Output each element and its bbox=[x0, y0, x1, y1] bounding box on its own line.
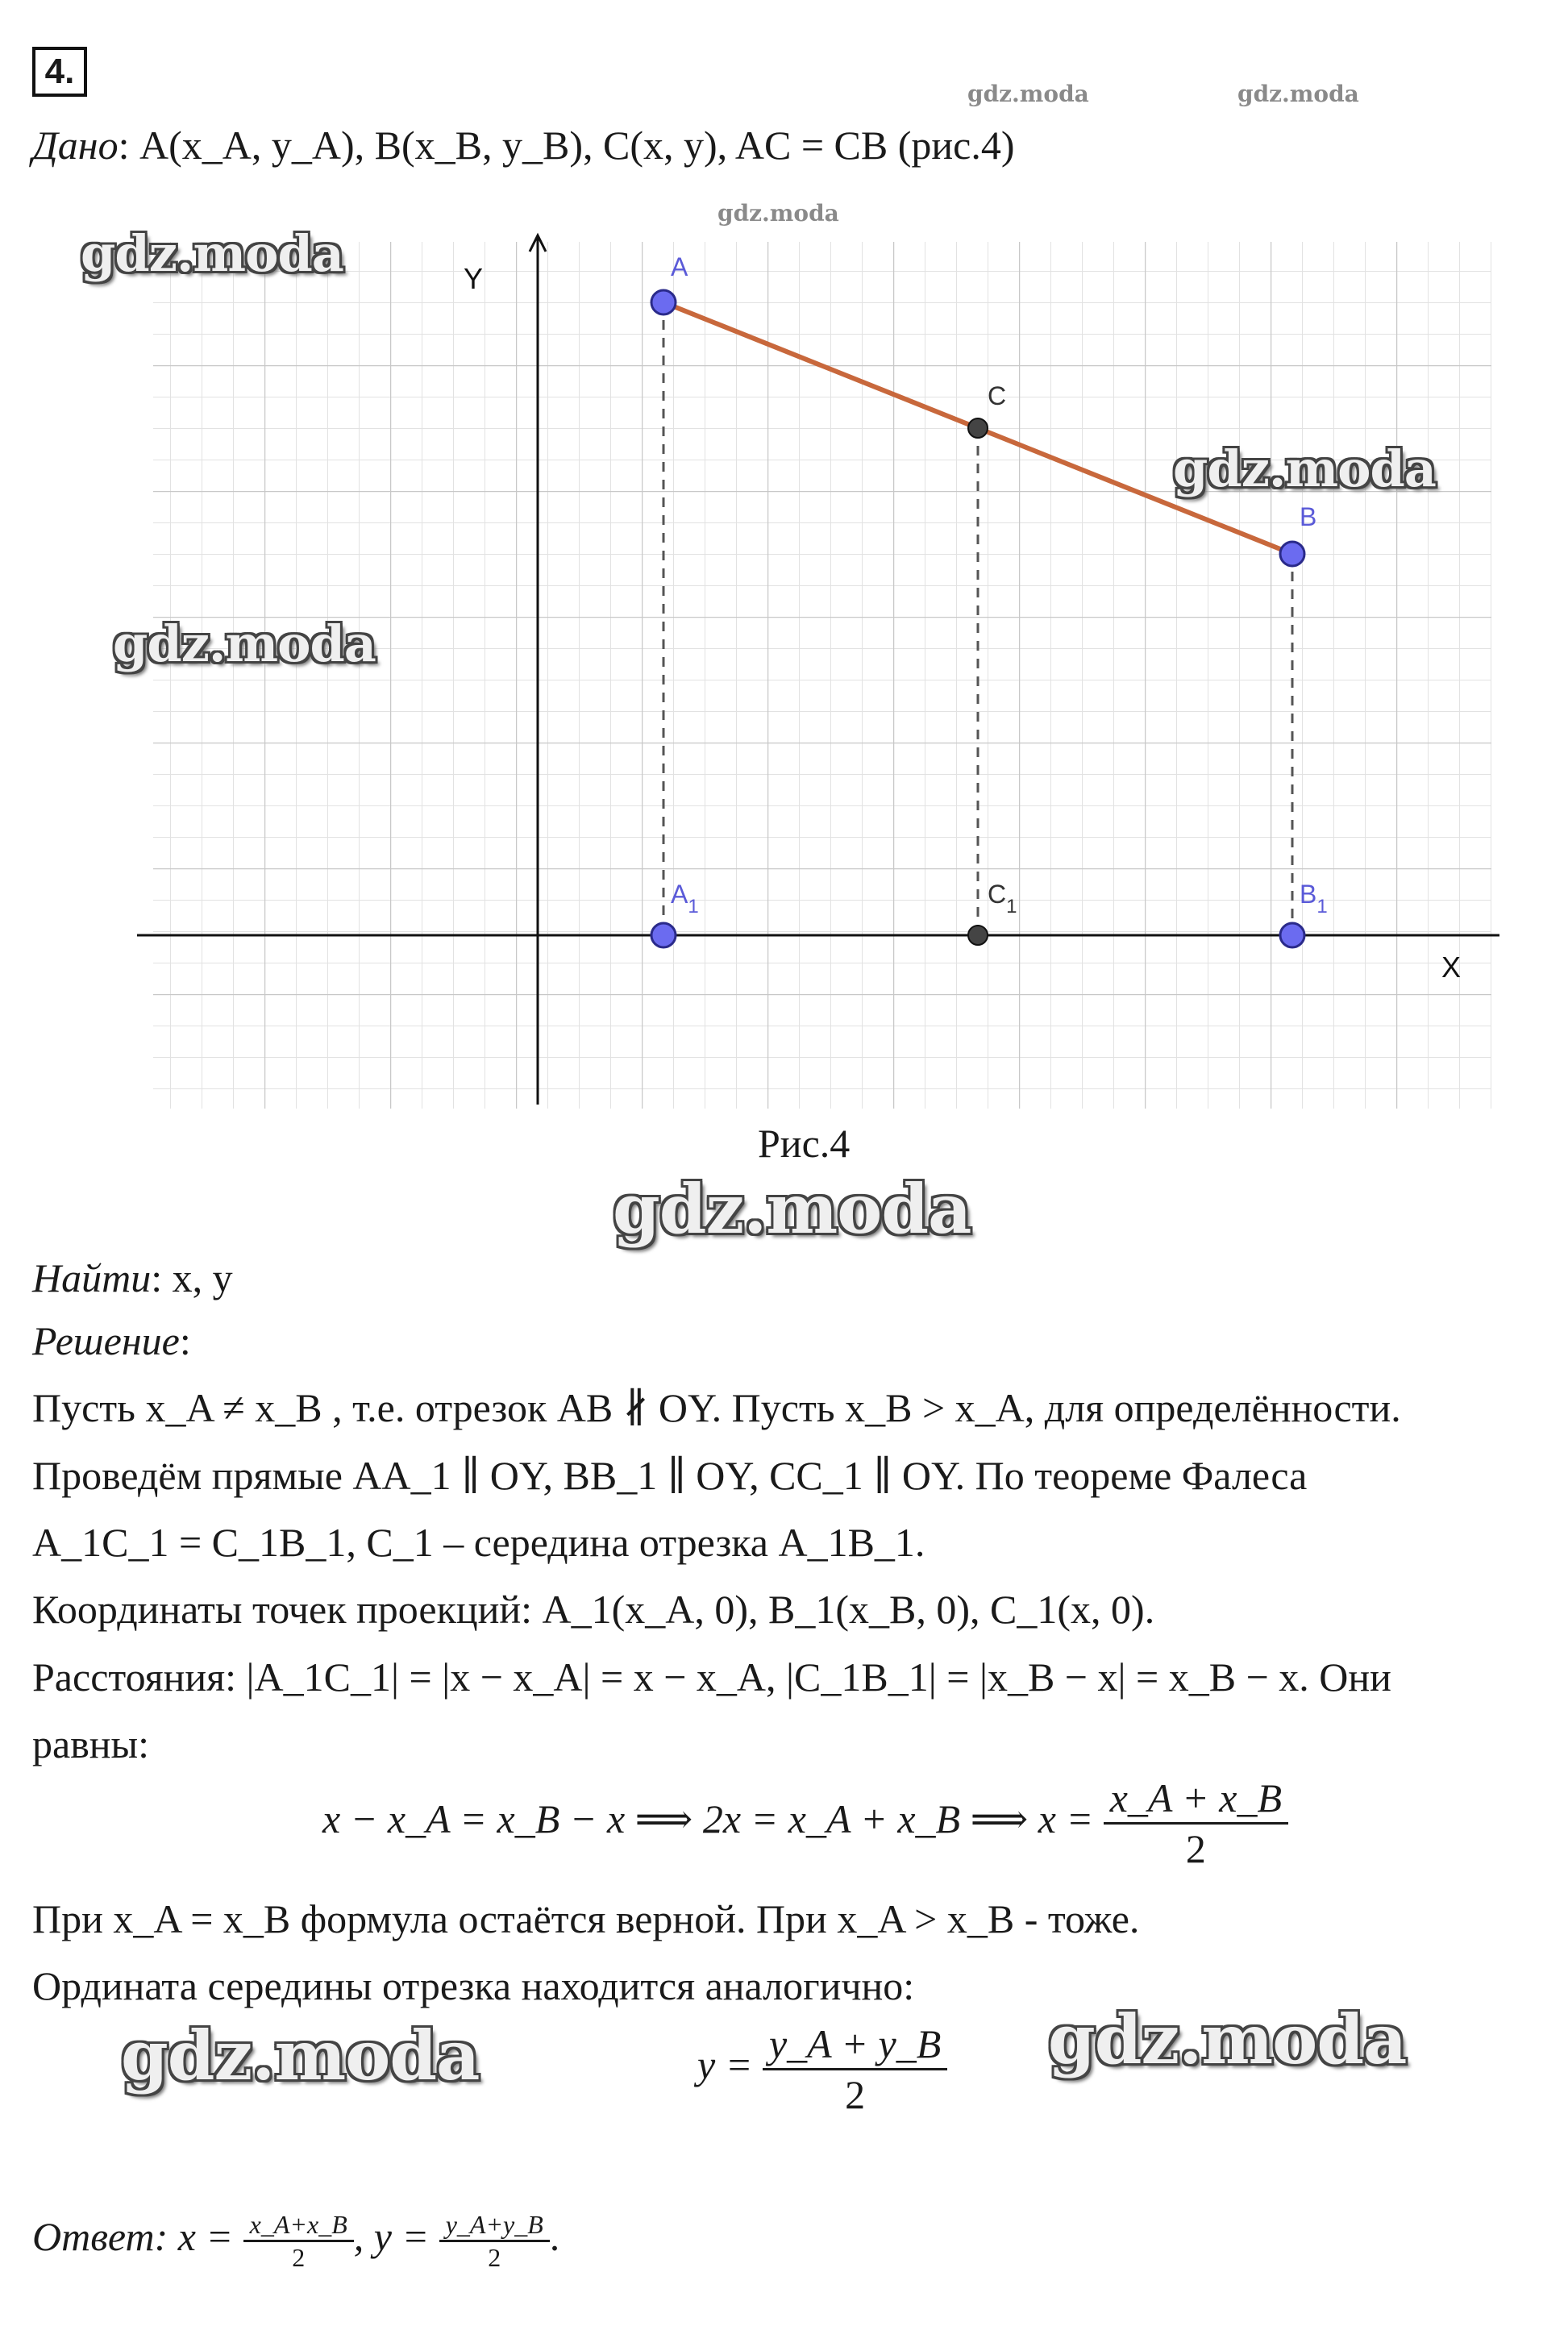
equation-y-denominator: 2 bbox=[845, 2072, 866, 2117]
equation-y-fraction bbox=[763, 2020, 947, 2119]
find-line bbox=[32, 1254, 233, 1302]
point-b bbox=[1280, 542, 1304, 566]
answer-y-left: , y = bbox=[353, 2213, 430, 2259]
label-b1: $B_1$ bbox=[1300, 880, 1328, 918]
point-c bbox=[968, 418, 988, 438]
solution-line-5: Расстояния: |A_1C_1| = |x − x_A| = x − x_A, |C_1B_1| = |x_B − x| = x_B − x. Они bbox=[32, 1654, 1391, 1700]
solution-line-6: равны: bbox=[32, 1721, 150, 1766]
point-b1 bbox=[1280, 923, 1304, 947]
solution-line-3: A_1C_1 = C_1B_1, C_1 – середина отрезка A_1B_1. bbox=[32, 1520, 925, 1565]
watermark: gdz.moda bbox=[81, 224, 343, 283]
watermark: gdz.moda bbox=[967, 81, 1089, 107]
answer-y-fraction bbox=[439, 2209, 550, 2273]
answer-y-numerator: y_A+y_B bbox=[439, 2209, 550, 2242]
equation-x-fraction bbox=[1104, 1774, 1288, 1873]
label-a: A bbox=[671, 252, 688, 281]
point-c1 bbox=[968, 926, 988, 945]
answer-x-fraction bbox=[243, 2209, 354, 2273]
equation-x-numerator: x_A + x_B bbox=[1104, 1774, 1288, 1825]
answer-x-left: : x = bbox=[154, 2213, 234, 2259]
answer-x-numerator: x_A+x_B bbox=[243, 2209, 354, 2242]
figure-caption: Рис.4 bbox=[758, 1121, 851, 1166]
answer-y-denominator: 2 bbox=[488, 2243, 501, 2272]
label-a1: $A_1$ bbox=[671, 880, 699, 918]
y-axis-label: Y bbox=[464, 262, 484, 295]
watermark: gdz.moda bbox=[121, 2016, 480, 2095]
label-c1: $C_1$ bbox=[988, 880, 1017, 918]
equation-x-denominator: 2 bbox=[1185, 1826, 1206, 1871]
find-text: : x, y bbox=[151, 1255, 233, 1300]
equation-x-left: x − x_A = x_B − x ⟹ 2x = x_A + x_B ⟹ x = bbox=[322, 1795, 1094, 1841]
solution-line-7: При x_A = x_B формула остаётся верной. При x_A > x_B - тоже. bbox=[32, 1896, 1140, 1941]
solution-line-8: Ордината середины отрезка находится аналогично: bbox=[32, 1963, 915, 2008]
solution-line-2: Проведём прямые AA_1 ∥ OY, BB_1 ∥ OY, CC_1 ∥ OY. По теореме Фалеса bbox=[32, 1453, 1308, 1498]
equation-y-numerator: y_A + y_B bbox=[763, 2020, 947, 2070]
find-label: Найти bbox=[32, 1255, 152, 1300]
given-text: : A(x_A, y_A), B(x_B, y_B), C(x, y), AC = CB (рис.4) bbox=[118, 123, 1015, 168]
label-c: C bbox=[988, 381, 1007, 410]
solution-line-4: Координаты точек проекций: A_1(x_A, 0), B_1(x_B, 0), C_1(x, 0). bbox=[32, 1587, 1155, 1632]
label-b: B bbox=[1300, 502, 1317, 531]
watermark: gdz.moda bbox=[613, 1169, 971, 1249]
answer-x-denominator: 2 bbox=[292, 2243, 306, 2272]
point-a1 bbox=[651, 923, 676, 947]
given-label: Дано bbox=[32, 123, 119, 168]
figure bbox=[137, 226, 1508, 1121]
answer-label: Ответ bbox=[32, 2213, 155, 2259]
solution-label: Решение bbox=[32, 1318, 180, 1363]
answer-end: . bbox=[549, 2213, 560, 2259]
watermark: gdz.moda bbox=[1237, 81, 1359, 107]
watermark: gdz.moda bbox=[1173, 439, 1436, 498]
answer-line bbox=[32, 2209, 559, 2273]
watermark: gdz.moda bbox=[1048, 1999, 1407, 2079]
watermark: gdz.moda bbox=[717, 200, 839, 227]
solution-line-1: Пусть x_A ≠ x_B , т.е. отрезок AB ∦ OY. Пусть x_B > x_A, для определённости. bbox=[32, 1385, 1401, 1430]
task-number: 4. bbox=[32, 47, 87, 97]
given-line bbox=[32, 121, 1015, 169]
x-axis-label: X bbox=[1441, 951, 1462, 984]
equation-y-left: y = bbox=[697, 2041, 753, 2087]
point-a bbox=[651, 290, 676, 314]
solution-line: Решение: bbox=[32, 1318, 191, 1363]
equation-y bbox=[697, 2020, 947, 2119]
watermark: gdz.moda bbox=[113, 614, 376, 673]
equation-x bbox=[322, 1774, 1288, 1873]
